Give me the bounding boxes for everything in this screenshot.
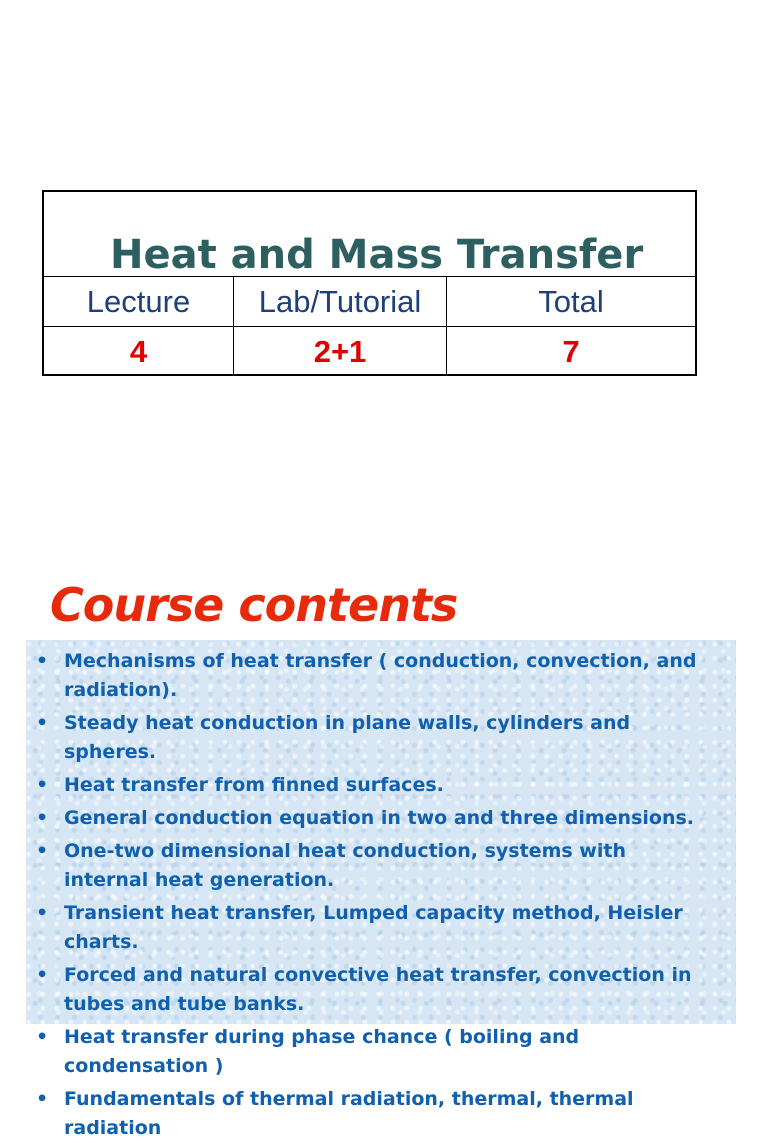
bullet-icon: •: [36, 774, 49, 796]
list-item: [36, 899, 716, 957]
value-lecture: 4: [44, 327, 234, 376]
list-item: [36, 1023, 716, 1081]
table-value-row: [44, 327, 695, 376]
course-table: [42, 190, 697, 376]
course-contents-list: [36, 647, 716, 1143]
list-item-text: Heat transfer during phase chance ( boiling and condensation ): [64, 1026, 580, 1077]
list-item: [36, 804, 716, 833]
list-item: [36, 647, 716, 705]
course-contents-panel: [26, 640, 736, 1139]
list-item: [36, 1085, 716, 1143]
bullet-icon: •: [36, 840, 49, 862]
bullet-icon: •: [36, 712, 49, 734]
list-item-text: Transient heat transfer, Lumped capacity method, Heisler charts.: [64, 902, 683, 953]
bullet-icon: •: [36, 650, 49, 672]
list-item-text: One-two dimensional heat conduction, systems with internal heat generation.: [64, 840, 626, 891]
list-item-text: Mechanisms of heat transfer ( conduction, convection, and radiation).: [64, 650, 697, 701]
value-lab-tutorial: 2+1: [234, 327, 447, 376]
bullet-icon: •: [36, 1026, 49, 1048]
list-item: [36, 837, 716, 895]
bullet-icon: •: [36, 964, 49, 986]
list-item-text: Forced and natural convective heat transfer, convection in tubes and tube banks.: [64, 964, 692, 1015]
course-title: Heat and Mass Transfer: [110, 232, 644, 278]
list-item-text: Heat transfer from finned surfaces.: [64, 774, 444, 796]
table-header-row: [44, 277, 695, 327]
header-lecture: Lecture: [44, 277, 234, 326]
course-contents-heading: Course contents: [50, 578, 458, 632]
list-item: [36, 771, 716, 800]
list-item-text: Steady heat conduction in plane walls, cylinders and spheres.: [64, 712, 631, 763]
header-lab-tutorial: Lab/Tutorial: [234, 277, 447, 326]
list-item: [36, 709, 716, 767]
list-item-text: General conduction equation in two and three dimensions.: [64, 807, 694, 829]
header-total: Total: [538, 283, 604, 319]
value-total: 7: [562, 333, 580, 369]
bullet-icon: •: [36, 1088, 49, 1110]
table-title-cell: [44, 192, 695, 277]
list-item: [36, 961, 716, 1019]
bullet-icon: •: [36, 807, 49, 829]
bullet-icon: •: [36, 902, 49, 924]
list-item-text: Fundamentals of thermal radiation, thermal, thermal radiation: [64, 1088, 634, 1139]
